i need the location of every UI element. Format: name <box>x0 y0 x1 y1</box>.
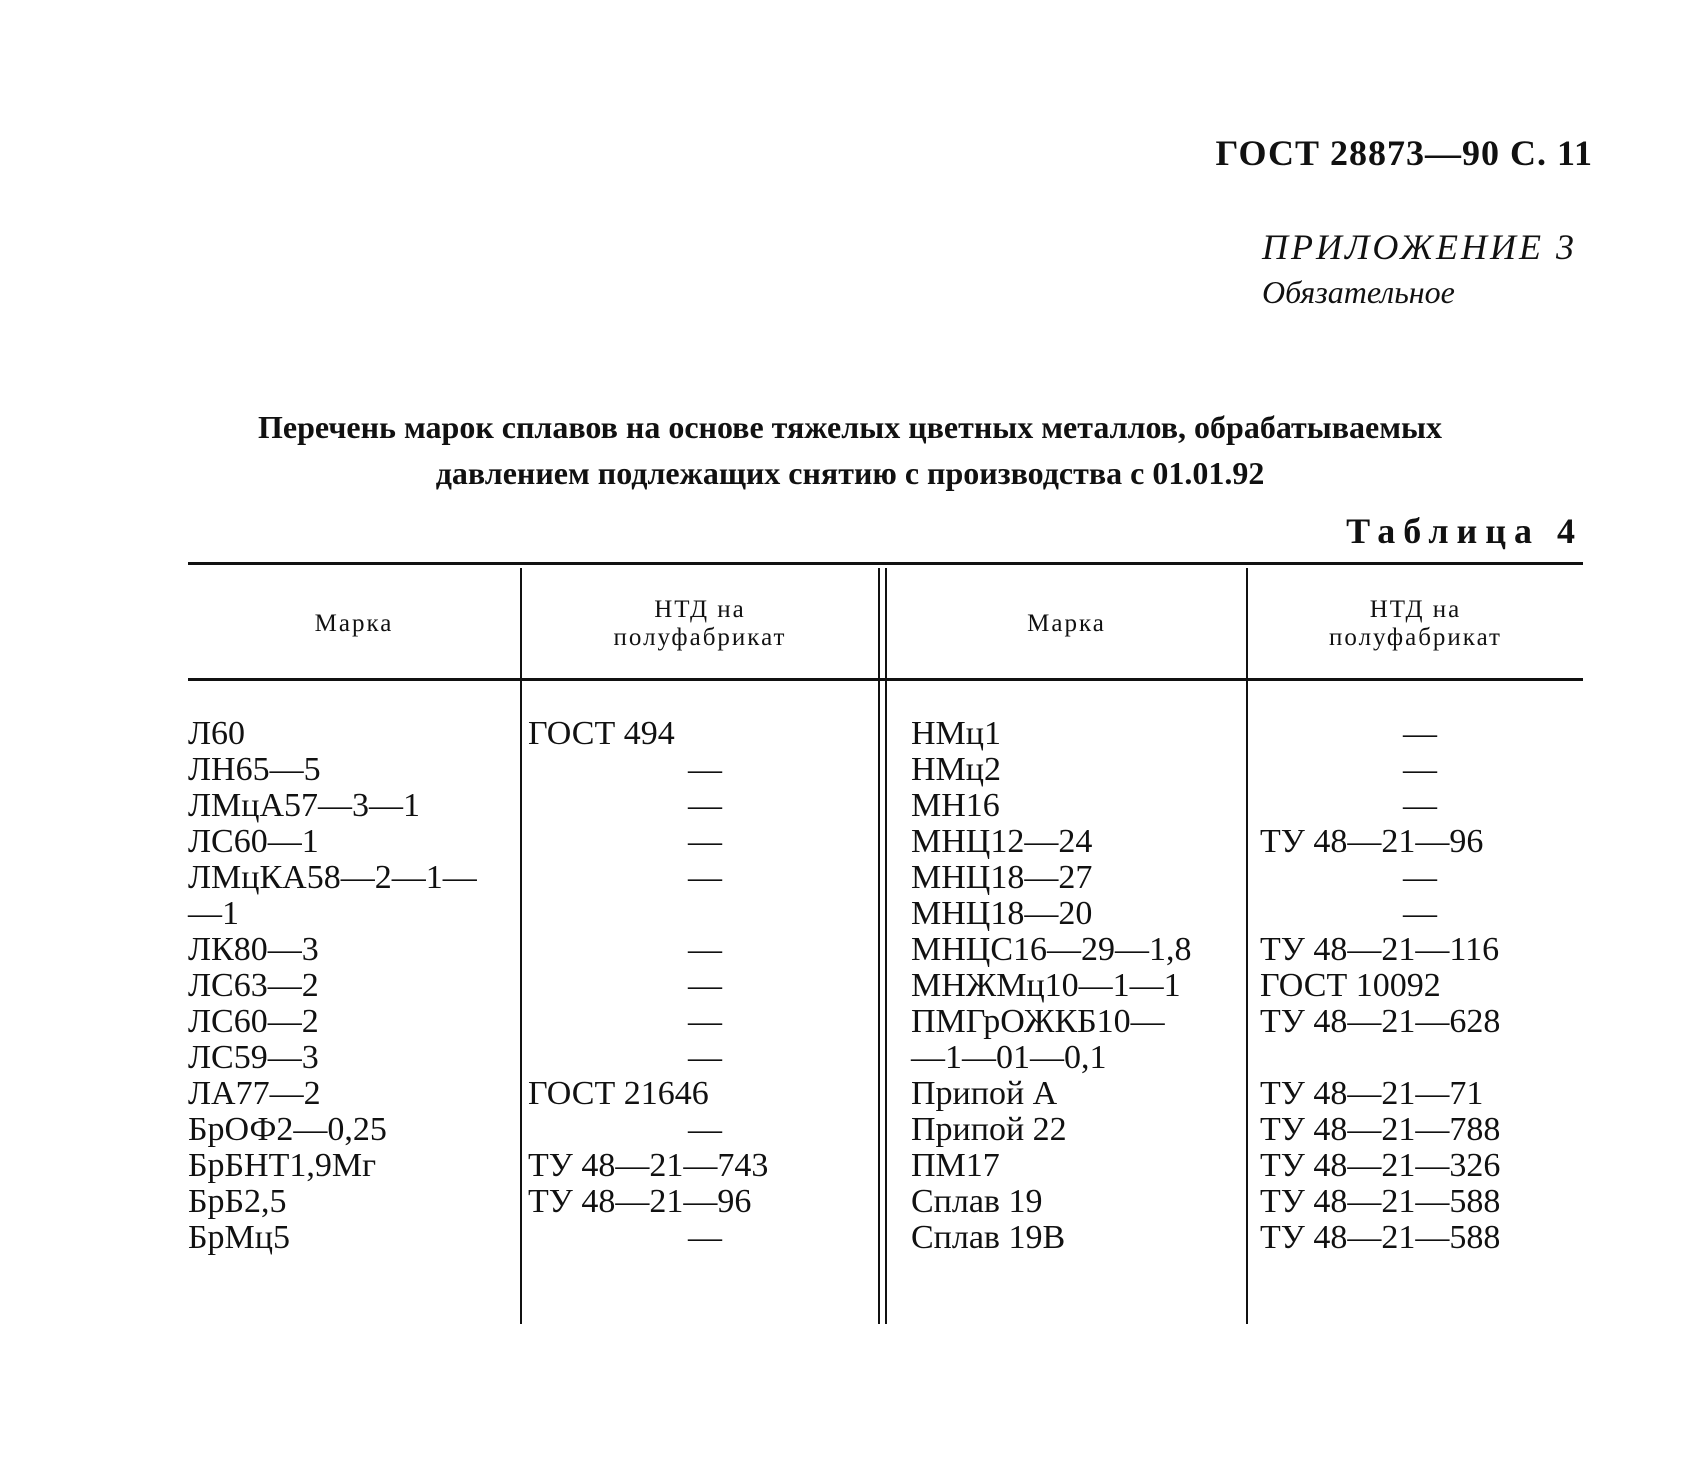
table-cell-ntd: ТУ 48—21—116 <box>1260 931 1500 968</box>
table-cell-mark: ПМГрОЖКБ10— <box>911 1003 1165 1040</box>
table-cell-ntd: — <box>1403 751 1437 788</box>
appendix-title: ПРИЛОЖЕНИЕ 3 <box>1262 227 1577 267</box>
table-cell-ntd: — <box>688 751 722 788</box>
column-divider <box>1246 568 1248 1324</box>
document-id: ГОСТ 28873—90 С. 11 <box>1215 133 1593 173</box>
table-cell-mark: Сплав 19В <box>911 1219 1066 1256</box>
table-cell-ntd: — <box>688 1003 722 1040</box>
table-cell-mark: ЛС59—3 <box>188 1039 319 1076</box>
column-left-ntd <box>528 716 878 1256</box>
table-cell-mark: ПМ17 <box>911 1147 1000 1184</box>
table-cell-mark: МНЦ18—20 <box>911 895 1093 932</box>
table-cell-mark: НМц2 <box>911 751 1001 788</box>
table-cell-mark: Припой 22 <box>911 1111 1067 1148</box>
table-cell-mark: МНЖМц10—1—1 <box>911 967 1181 1004</box>
header-ntd-right: НТД на полуфабрикат <box>1329 596 1502 651</box>
table-cell-mark: ЛА77—2 <box>188 1075 321 1112</box>
table-cell-mark: БрМц5 <box>188 1219 290 1256</box>
table-cell-ntd: — <box>688 787 722 824</box>
table-cell-ntd: — <box>688 967 722 1004</box>
table-cell-mark: —1 <box>188 895 239 932</box>
appendix-subtitle: Обязательное <box>1262 274 1455 310</box>
table-cell-ntd: ТУ 48—21—743 <box>528 1147 769 1184</box>
table-cell-ntd: ТУ 48—21—326 <box>1260 1147 1501 1184</box>
table-cell-ntd: — <box>688 1219 722 1256</box>
table-cell-mark: БрБНТ1,9Мг <box>188 1147 377 1184</box>
table-cell-mark: Припой А <box>911 1075 1058 1112</box>
table-cell-ntd: ТУ 48—21—96 <box>1260 823 1484 860</box>
column-right-marks <box>911 716 1246 1256</box>
table-cell-ntd: ГОСТ 10092 <box>1260 967 1441 1004</box>
table-cell-ntd: ТУ 48—21—588 <box>1260 1219 1501 1256</box>
table-cell-mark: Сплав 19 <box>911 1183 1043 1220</box>
table-cell-mark: ЛС63—2 <box>188 967 319 1004</box>
table-cell-ntd: — <box>688 859 722 896</box>
column-left-marks <box>188 716 520 1256</box>
table-cell-mark: Л60 <box>188 715 246 752</box>
table-cell-ntd: ГОСТ 494 <box>528 715 675 752</box>
caption-line-1: Перечень марок сплавов на основе тяжелых цветных металлов, обрабатываемых <box>258 409 1442 445</box>
table-cell-ntd: ТУ 48—21—96 <box>528 1183 752 1220</box>
table-cell-ntd: — <box>688 1039 722 1076</box>
table-cell-ntd: — <box>1403 895 1437 932</box>
appendix-block <box>1262 226 1577 311</box>
column-divider <box>520 568 522 1324</box>
column-right-ntd <box>1260 716 1580 1256</box>
table-cell-mark: ЛС60—1 <box>188 823 319 860</box>
table-cell-mark: МНЦ12—24 <box>911 823 1093 860</box>
table-cell-ntd: — <box>1403 715 1437 752</box>
table-cell-ntd: ТУ 48—21—788 <box>1260 1111 1501 1148</box>
table-cell-mark: МНЦС16—29—1,8 <box>911 931 1192 968</box>
table-cell-ntd: ТУ 48—21—588 <box>1260 1183 1501 1220</box>
table-cell-mark: —1—01—0,1 <box>911 1039 1107 1076</box>
alloy-table <box>188 562 1583 1324</box>
table-cell-mark: ЛК80—3 <box>188 931 319 968</box>
table-cell-mark: ЛС60—2 <box>188 1003 319 1040</box>
table-cell-ntd: ГОСТ 21646 <box>528 1075 709 1112</box>
column-divider-double <box>878 568 880 1324</box>
table-cell-ntd: — <box>1403 787 1437 824</box>
caption-line-2: давлением подлежащих снятию с производства с 01.01.92 <box>435 455 1265 491</box>
table-cell-ntd: ТУ 48—21—71 <box>1260 1075 1484 1112</box>
table-cell-ntd <box>1260 1040 1580 1076</box>
table-cell-mark: НМц1 <box>911 715 1001 752</box>
table-cell-ntd: ТУ 48—21—628 <box>1260 1003 1501 1040</box>
table-label: Таблица 4 <box>1346 511 1583 551</box>
table-cell-ntd: — <box>688 1111 722 1148</box>
table-caption <box>120 404 1580 496</box>
table-cell-ntd: — <box>688 823 722 860</box>
table-cell-ntd: — <box>1403 859 1437 896</box>
header-ntd-left: НТД на полуфабрикат <box>613 596 787 651</box>
table-cell-mark: ЛН65—5 <box>188 751 321 788</box>
table-cell-ntd <box>528 896 878 932</box>
table-cell-mark: МН16 <box>911 787 1000 824</box>
header-mark-left: Марка <box>314 610 394 637</box>
table-cell-mark: БрОФ2—0,25 <box>188 1111 387 1148</box>
table-cell-mark: МНЦ18—27 <box>911 859 1093 896</box>
table-top-rule <box>188 562 1583 565</box>
header-mark-right: Марка <box>1027 610 1106 637</box>
table-cell-mark: ЛМцА57—3—1 <box>188 787 421 824</box>
table-cell-mark: БрБ2,5 <box>188 1183 287 1220</box>
table-cell-mark: ЛМцКА58—2—1— <box>188 859 477 896</box>
column-divider-double <box>885 568 887 1324</box>
table-cell-ntd: — <box>688 931 722 968</box>
